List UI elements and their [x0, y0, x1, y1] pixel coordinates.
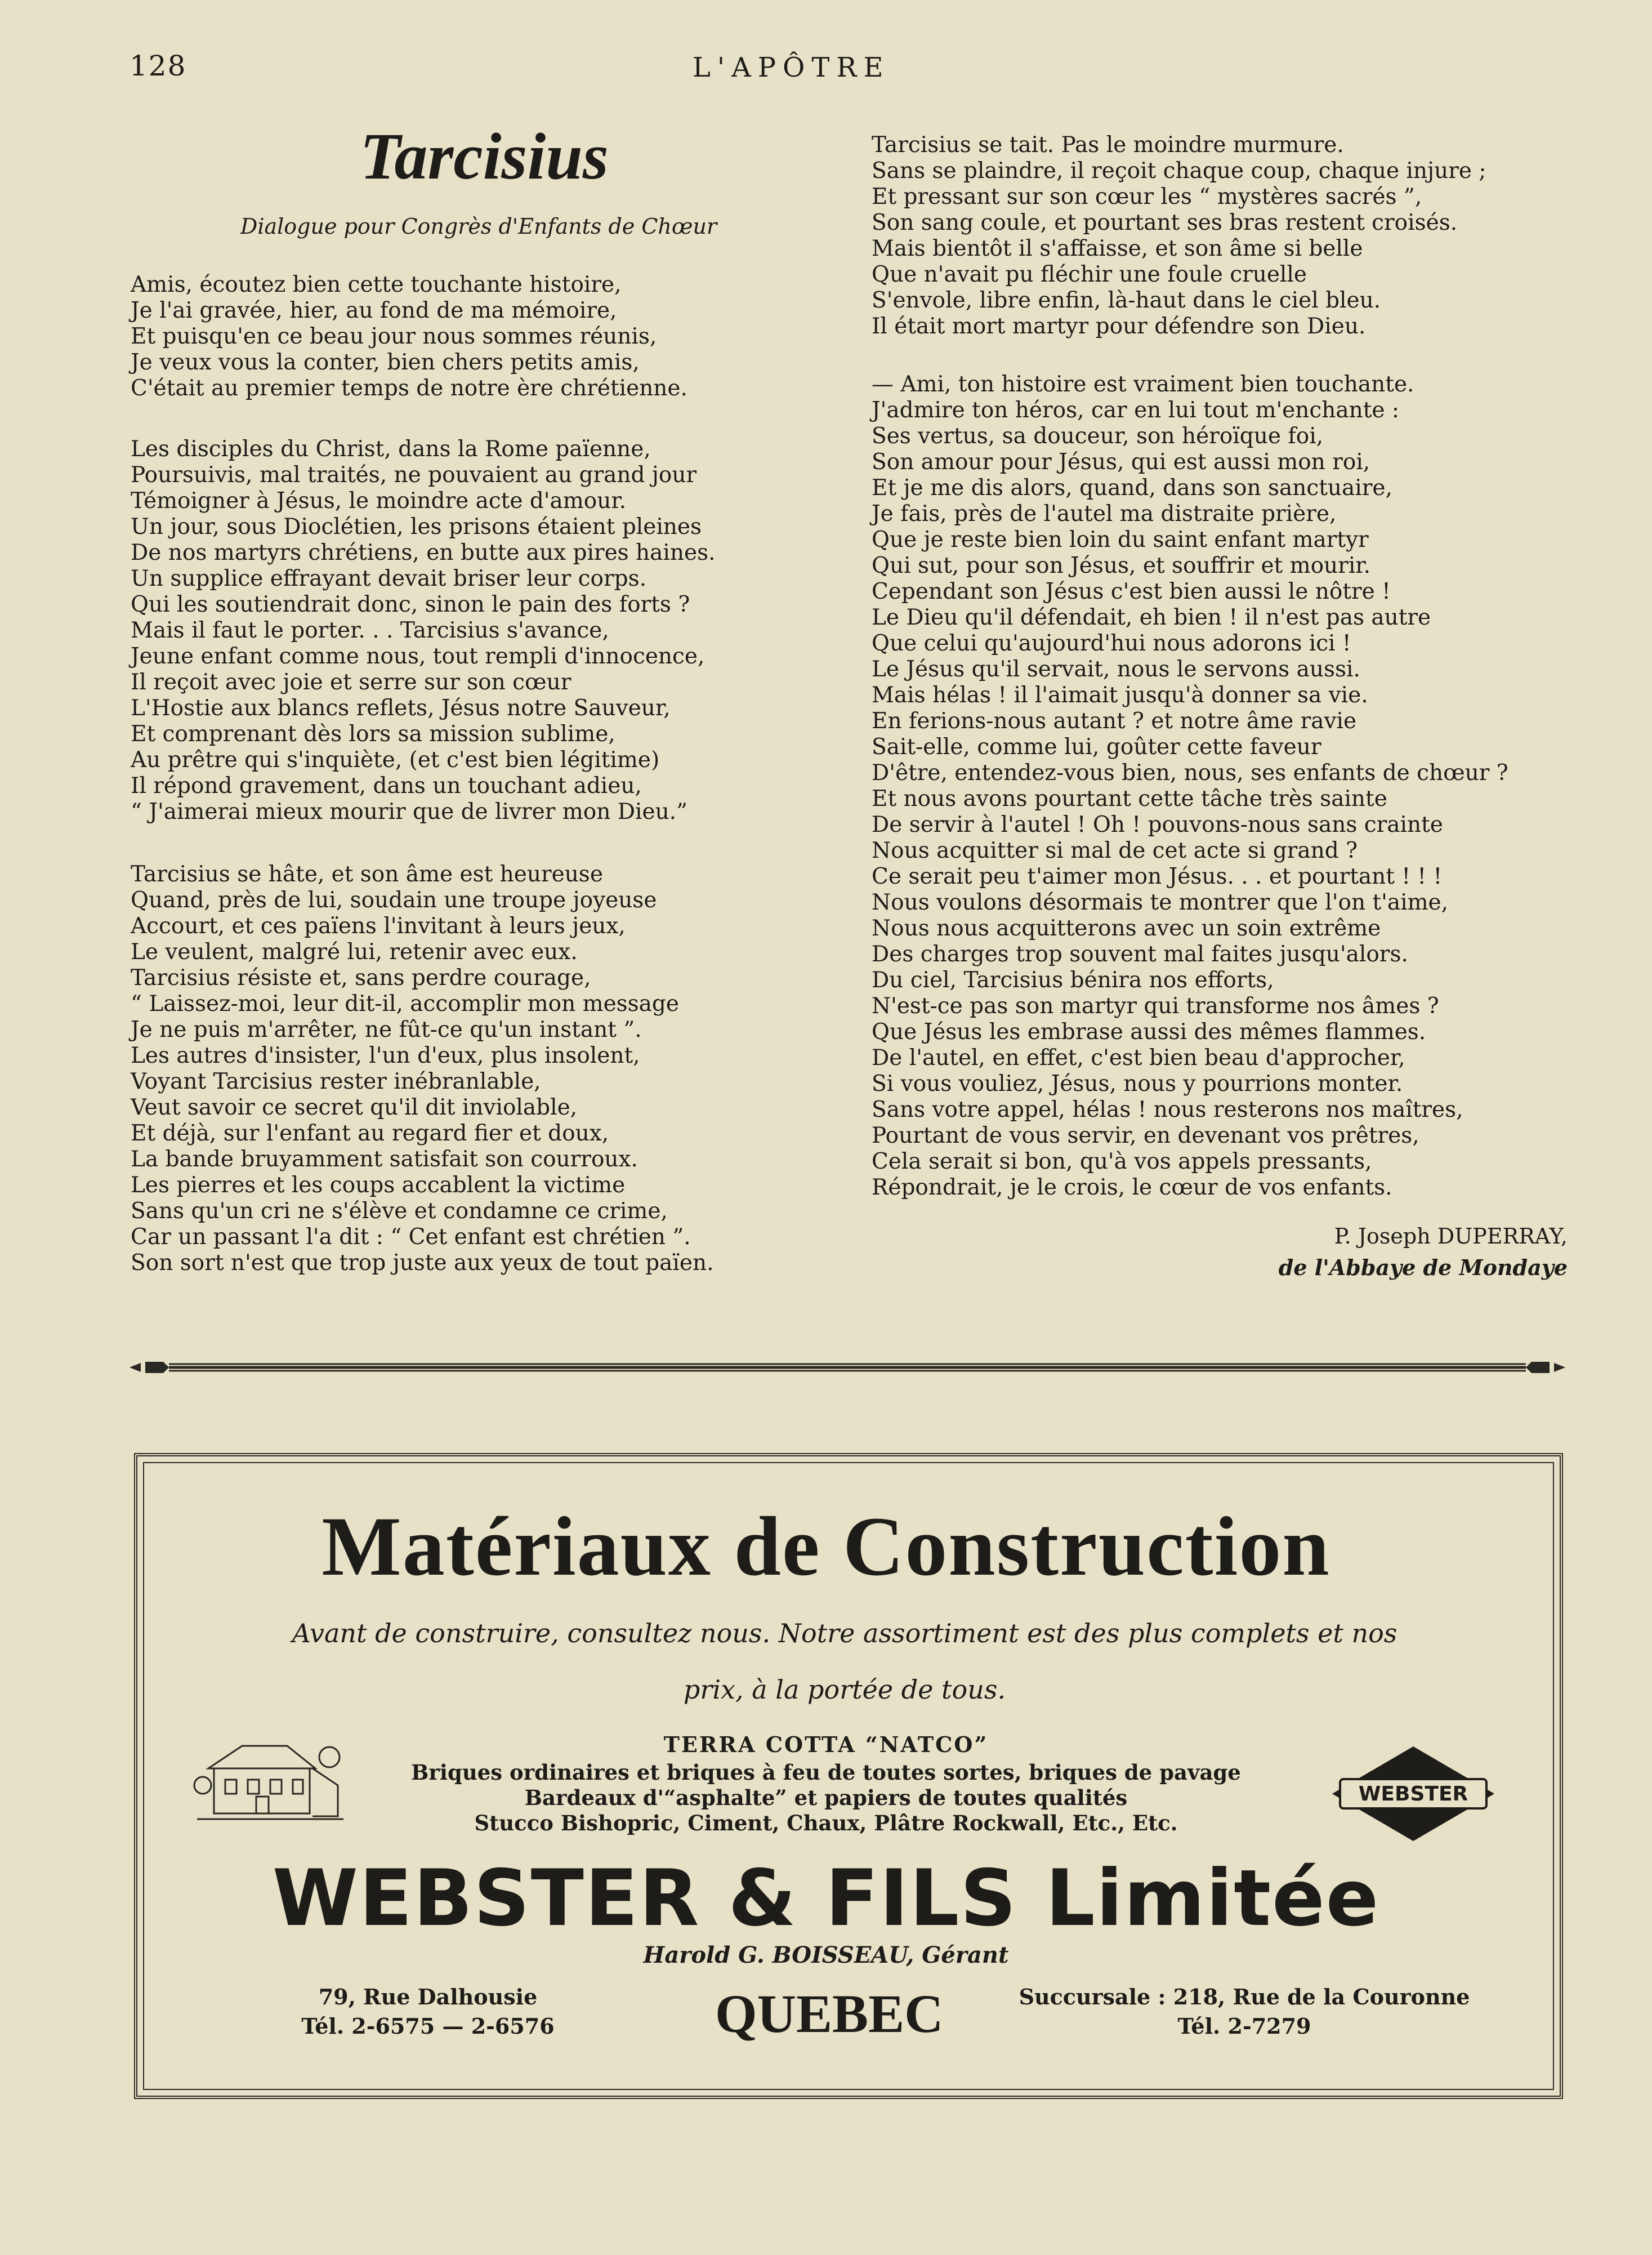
verse-line: Tarcisius se hâte, et son âme est heureuse — [131, 862, 603, 887]
address-line: 79, Rue Dalhousie — [318, 1984, 538, 2009]
verse-line: Je ne puis m'arrêter, ne fût-ce qu'un instant ”. — [131, 1017, 642, 1042]
verse-line: Ses vertus, sa douceur, son héroïque foi, — [872, 424, 1324, 449]
verse-line: Et pressant sur son cœur les “ mystères sacrés ”, — [872, 184, 1422, 210]
ad-product-heading: TERRA COTTA “NATCO” — [663, 1732, 989, 1757]
verse-line: “ J'aimerai mieux mourir que de livrer mon Dieu.” — [131, 799, 688, 825]
verse-line: Le Dieu qu'il défendait, eh bien ! il n'est pas autre — [872, 605, 1431, 630]
page-number: 128 — [130, 50, 187, 82]
address-main — [282, 1982, 574, 2041]
verse-line: Son amour pour Jésus, qui est aussi mon roi, — [872, 449, 1370, 475]
verse-line: Que Jésus les embrase aussi des mêmes flammes. — [872, 1019, 1426, 1045]
verse-line: Quand, près de lui, soudain une troupe joyeuse — [131, 888, 657, 913]
verse-line: Du ciel, Tarcisius bénira nos efforts, — [872, 968, 1274, 993]
badge-text: WEBSTER — [1358, 1782, 1468, 1806]
verse-line: Sans qu'un cri ne s'élève et condamne ce crime, — [131, 1198, 668, 1224]
poem-subtitle: Dialogue pour Congrès d'Enfants de Chœur — [240, 214, 717, 239]
poem-title: Tarcisius — [360, 119, 609, 193]
verse-line: Veut savoir ce secret qu'il dit inviolable, — [131, 1095, 578, 1120]
verse-line: J'admire ton héros, car en lui tout m'enchante : — [872, 398, 1399, 423]
verse-line: Nous acquitter si mal de cet acte si grand ? — [872, 838, 1358, 863]
ad-tagline-line: Avant de construire, consultez nous. Notre assortiment est des plus complets et nos — [292, 1618, 1397, 1648]
signature-name: P. Joseph DUPERRAY, — [1334, 1224, 1568, 1249]
ad-tagline-line: prix, à la portée de tous. — [683, 1674, 1006, 1705]
ad-headline: Matériaux de Construction — [322, 1500, 1330, 1593]
verse-line: Mais hélas ! il l'aimait jusqu'à donner sa vie. — [872, 683, 1368, 708]
verse-line: Je veux vous la conter, bien chers petits amis, — [131, 350, 640, 375]
verse-line: Et déjà, sur l'enfant au regard fier et doux, — [131, 1121, 609, 1146]
verse-line: Si vous vouliez, Jésus, nous y pourrions monter. — [872, 1071, 1403, 1097]
verse-line: S'envole, libre enfin, là-haut dans le ciel bleu. — [872, 288, 1381, 313]
verse-line: “ Laissez-moi, leur dit-il, accomplir mon message — [131, 991, 679, 1017]
verse-line: Qui les soutiendrait donc, sinon le pain des forts ? — [131, 592, 690, 617]
verse-line: Poursuivis, mal traités, ne pouvaient au grand jour — [131, 462, 697, 488]
left-stanza-1 — [131, 272, 687, 402]
verse-line: Et nous avons pourtant cette tâche très sainte — [872, 786, 1387, 812]
right-stanza-2 — [872, 372, 1508, 1201]
ad-product-line: Bardeaux d'“asphalte” et papiers de toutes qualités — [524, 1785, 1128, 1810]
verse-line: Il était mort martyr pour défendre son Dieu. — [872, 314, 1366, 339]
verse-line: Le Jésus qu'il servait, nous le servons aussi. — [872, 657, 1360, 682]
verse-line: Répondrait, je le crois, le cœur de vos enfants. — [872, 1175, 1392, 1200]
verse-line: Accourt, et ces païens l'invitant à leurs jeux, — [131, 913, 626, 939]
verse-line: Des charges trop souvent mal faites jusqu'alors. — [872, 942, 1408, 967]
ornamental-rule — [130, 1357, 1565, 1378]
verse-line: Le veulent, malgré lui, retenir avec eux. — [131, 939, 578, 965]
verse-line: Je l'ai gravée, hier, au fond de ma mémoire, — [131, 298, 617, 323]
ad-product-line: Briques ordinaires et briques à feu de toutes sortes, briques de pavage — [411, 1760, 1241, 1785]
verse-line: Sait-elle, comme lui, goûter cette faveur — [872, 734, 1321, 760]
verse-line: Jeune enfant comme nous, tout rempli d'innocence, — [131, 644, 705, 669]
verse-line: Que celui qu'aujourd'hui nous adorons ici ! — [872, 631, 1351, 656]
verse-line: Cela serait si bon, qu'à vos appels pressants, — [872, 1149, 1372, 1174]
right-stanza-1 — [872, 132, 1486, 340]
ad-company-name: WEBSTER & FILS Limitée — [272, 1853, 1380, 1944]
verse-line: Car un passant l'a dit : “ Cet enfant est chrétien ”. — [131, 1224, 691, 1250]
verse-line: Témoigner à Jésus, le moindre acte d'amour. — [131, 488, 627, 514]
verse-line: Pourtant de vous servir, en devenant vos prêtres, — [872, 1123, 1419, 1148]
phone-line: Tél. 2-7279 — [1177, 2013, 1311, 2039]
verse-line: Que n'avait pu fléchir une foule cruelle — [872, 262, 1307, 287]
verse-line: Sans se plaindre, il reçoit chaque coup, chaque injure ; — [872, 158, 1486, 184]
ad-city: QUEBEC — [715, 1984, 944, 2044]
verse-line: Voyant Tarcisius rester inébranlable, — [131, 1069, 541, 1094]
left-stanza-2 — [131, 436, 716, 825]
ad-product-line: Stucco Bishopric, Ciment, Chaux, Plâtre Rockwall, Etc., Etc. — [474, 1811, 1178, 1835]
verse-line: Que je reste bien loin du saint enfant martyr — [872, 527, 1369, 552]
address-line: Succursale : 218, Rue de la Couronne — [1019, 1984, 1470, 2009]
verse-line: Les autres d'insister, l'un d'eux, plus insolent, — [131, 1043, 640, 1068]
ad-tagline — [236, 1605, 1453, 1718]
verse-line: Il reçoit avec joie et serre sur son cœur — [131, 670, 571, 695]
verse-line: Je fais, près de l'autel ma distraite prière, — [872, 501, 1337, 527]
verse-line: Sans votre appel, hélas ! nous resterons nos maîtres, — [872, 1097, 1463, 1122]
verse-line: N'est-ce pas son martyr qui transforme nos âmes ? — [872, 993, 1439, 1019]
verse-line: Les disciples du Christ, dans la Rome païenne, — [131, 436, 651, 462]
verse-line: Il répond gravement, dans un touchant adieu, — [131, 773, 642, 799]
verse-line: Nous nous acquitterons avec un soin extrême — [872, 916, 1381, 941]
left-stanza-3 — [131, 862, 713, 1276]
verse-line: Amis, écoutez bien cette touchante histoire, — [131, 272, 622, 297]
verse-line: Son sort n'est que trop juste aux yeux de tout païen. — [131, 1250, 714, 1276]
verse-line: Et comprenant dès lors sa mission sublime, — [131, 721, 615, 747]
verse-line: Les pierres et les coups accablent la victime — [131, 1173, 626, 1198]
verse-line: Mais il faut le porter. . . Tarcisius s'avance, — [131, 618, 609, 643]
verse-line: Tarcisius résiste et, sans perdre courage, — [131, 965, 591, 991]
verse-line: Qui sut, pour son Jésus, et souffrir et mourir. — [872, 553, 1371, 578]
verse-line: Son sang coule, et pourtant ses bras restent croisés. — [872, 210, 1458, 235]
verse-line: L'Hostie aux blancs reflets, Jésus notre Sauveur, — [131, 696, 671, 721]
verse-line: Un jour, sous Dioclétien, les prisons étaient pleines — [131, 514, 702, 540]
verse-line: Un supplice effrayant devait briser leur corps. — [131, 566, 647, 591]
verse-line: De servir à l'autel ! Oh ! pouvons-nous sans crainte — [872, 812, 1443, 837]
verse-line: Tarcisius se tait. Pas le moindre murmure. — [872, 132, 1344, 158]
signature-abbey: de l'Abbaye de Mondaye — [1278, 1255, 1568, 1280]
verse-line: Ce serait peu t'aimer mon Jésus. . . et pourtant ! ! ! — [872, 864, 1443, 889]
ad-manager: Harold G. BOISSEAU, Gérant — [643, 1942, 1009, 1968]
verse-line: — Ami, ton histoire est vraiment bien touchante. — [872, 372, 1414, 397]
verse-line: De l'autel, en effet, c'est bien beau d'approcher, — [872, 1045, 1405, 1071]
verse-line: La bande bruyamment satisfait son courroux. — [131, 1147, 638, 1172]
verse-line: En ferions-nous autant ? et notre âme ravie — [872, 708, 1357, 734]
verse-line: Et je me dis alors, quand, dans son sanctuaire, — [872, 475, 1392, 501]
address-branch — [991, 1982, 1498, 2041]
verse-line: Au prêtre qui s'inquiète, (et c'est bien légitime) — [131, 747, 660, 773]
verse-line: C'était au premier temps de notre ère chrétienne. — [131, 376, 687, 401]
verse-line: Nous voulons désormais te montrer que l'on t'aime, — [872, 890, 1449, 915]
verse-line: Cependant son Jésus c'est bien aussi le nôtre ! — [872, 579, 1391, 604]
verse-line: D'être, entendez-vous bien, nous, ses enfants de chœur ? — [872, 760, 1508, 786]
webster-logo-icon — [1329, 1743, 1498, 1844]
verse-line: De nos martyrs chrétiens, en butte aux pires haines. — [131, 540, 716, 565]
verse-line: Mais bientôt il s'affaisse, et son âme si belle — [872, 236, 1363, 261]
phone-line: Tél. 2-6575 — 2-6576 — [301, 2013, 555, 2039]
verse-line: Et puisqu'en ce beau jour nous sommes réunis, — [131, 324, 657, 349]
running-head: L'APÔTRE — [693, 52, 890, 83]
